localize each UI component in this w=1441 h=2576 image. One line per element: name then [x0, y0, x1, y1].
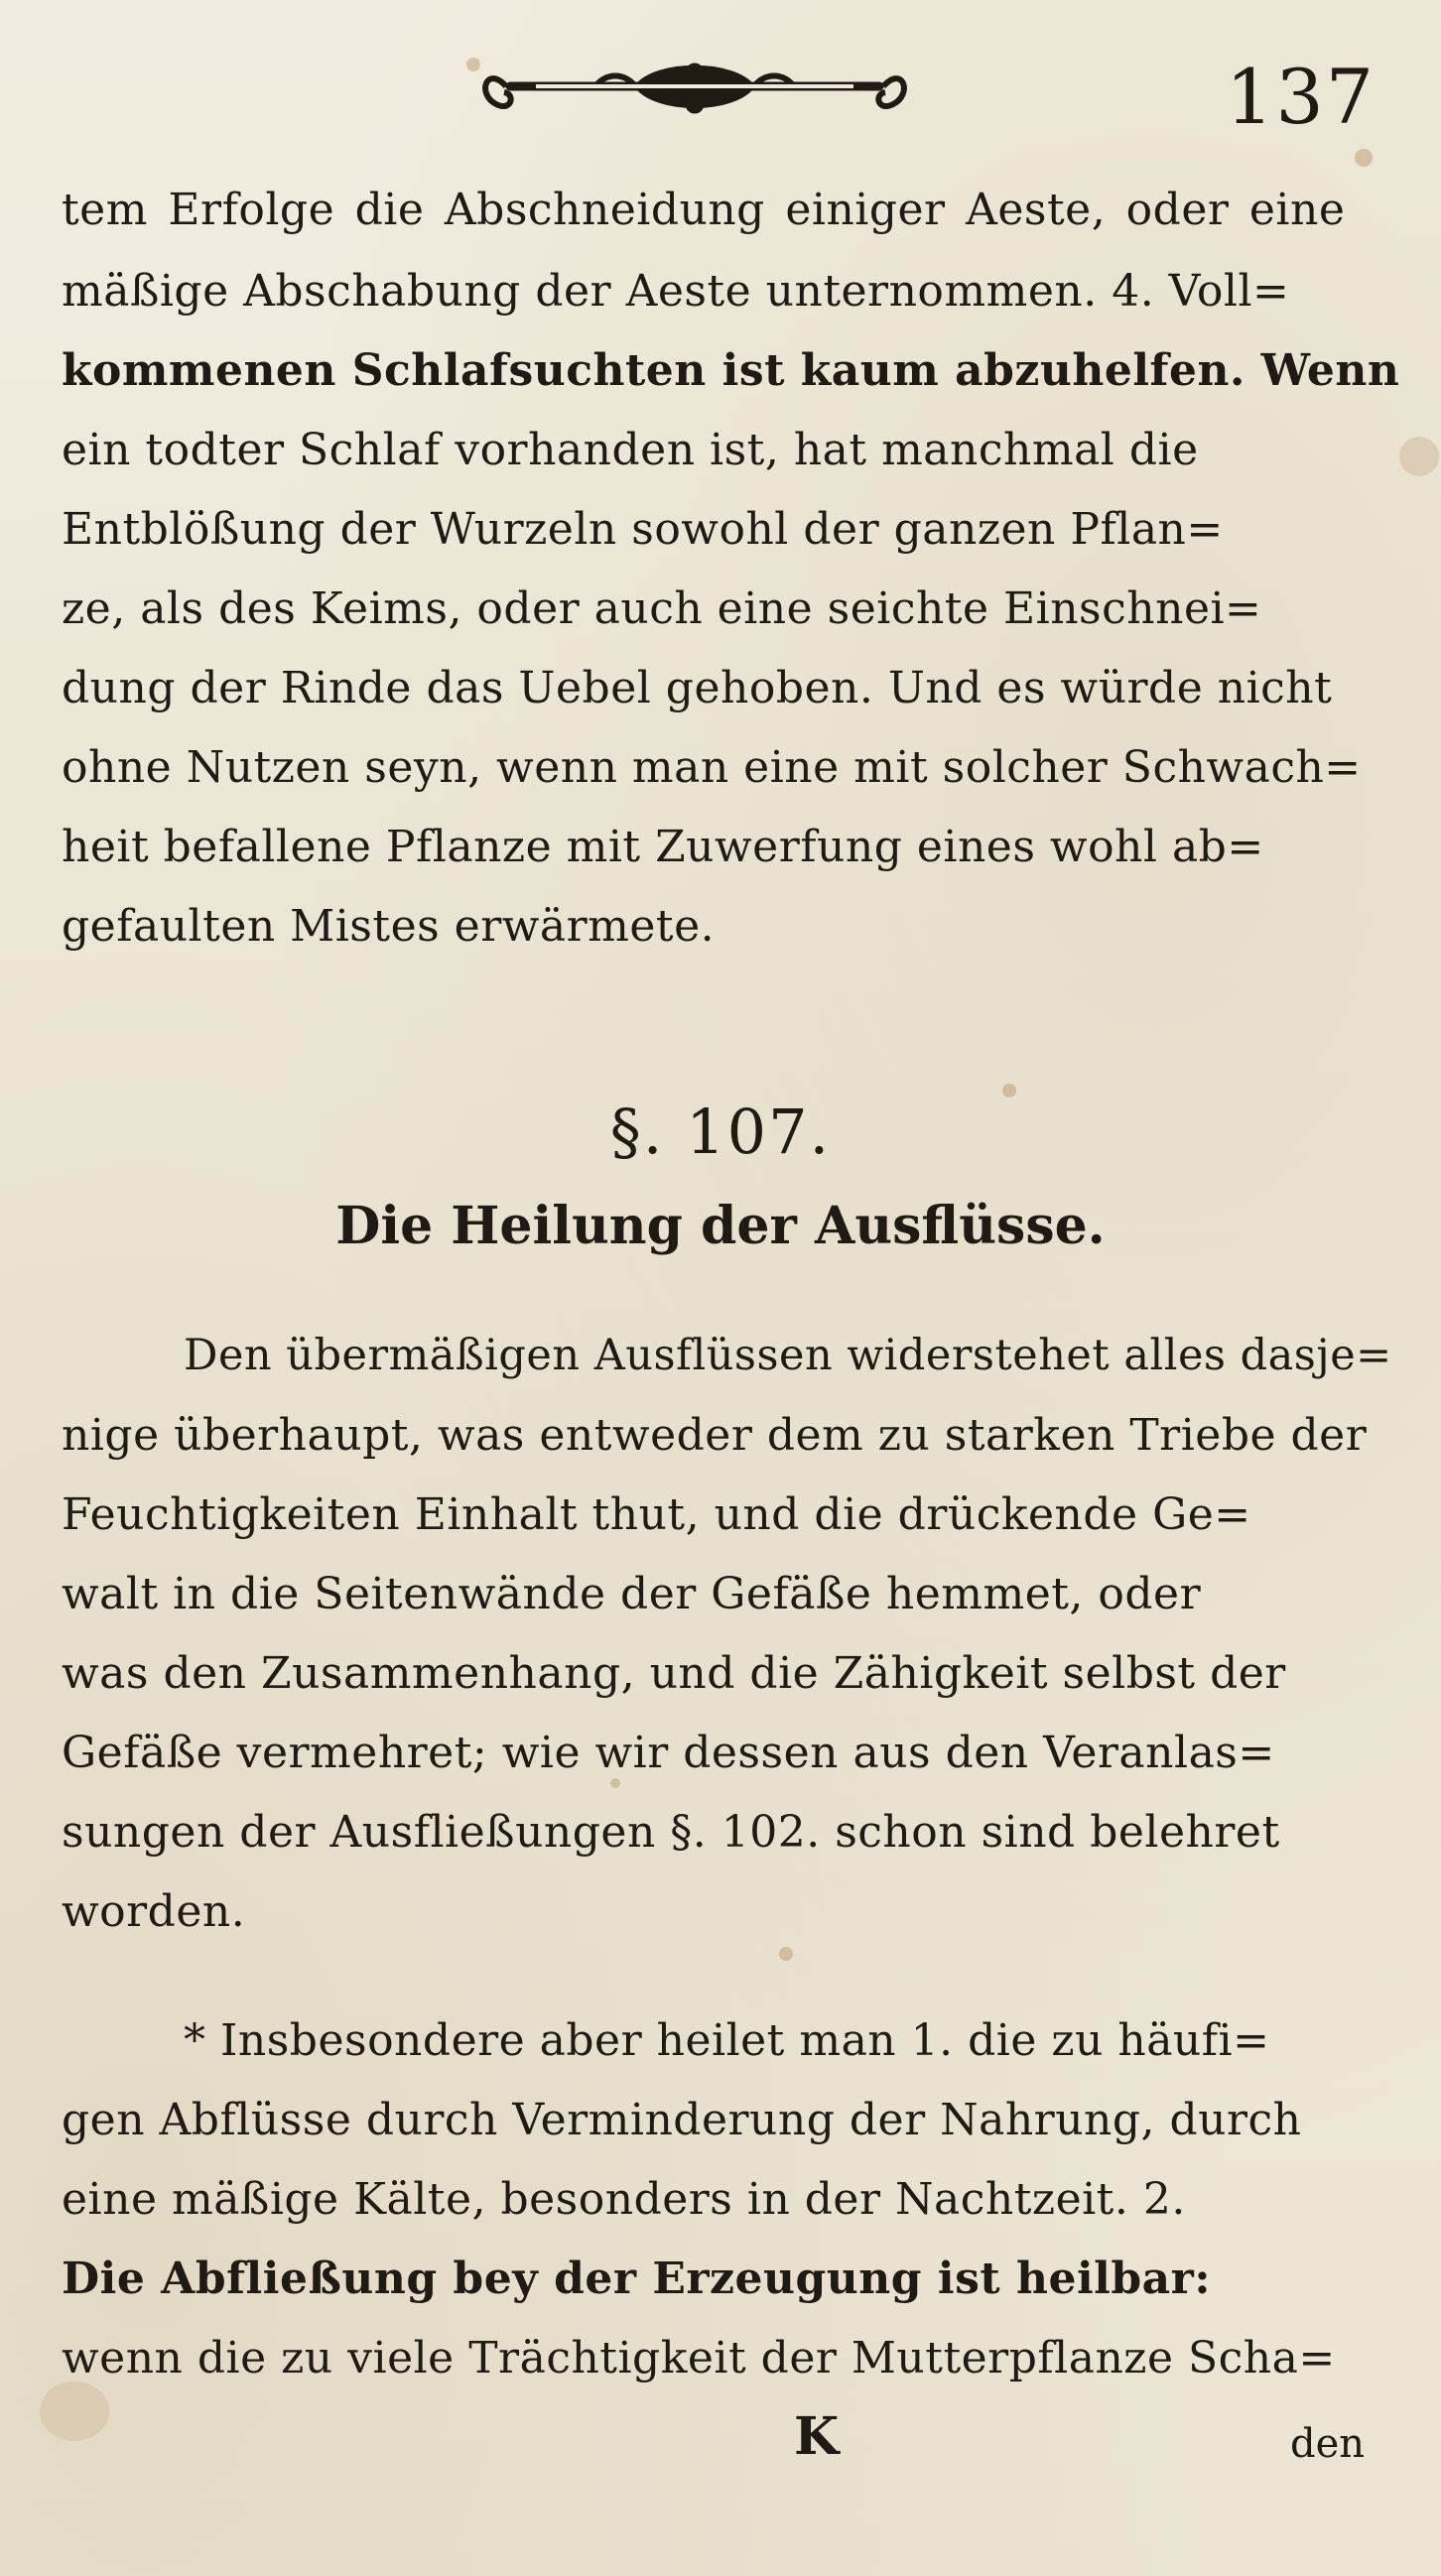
text-line: heit befallene Pflanze mit Zuwerfung eines wohl ab= — [62, 822, 1264, 872]
catchword: den — [1290, 2421, 1366, 2467]
section-number: §. 107. — [609, 1095, 832, 1168]
signature-mark: K — [794, 2406, 840, 2467]
text-line: wenn die zu viele Trächtigkeit der Mutterpflanze Scha= — [62, 2333, 1336, 2383]
text-line: * Insbesondere aber heilet man 1. die zu häufi= — [184, 2015, 1270, 2066]
header-ornament-icon — [476, 55, 913, 129]
text-line: gefaulten Mistes erwärmete. — [62, 901, 716, 952]
text-line: was den Zusammenhang, und die Zähigkeit selbst der — [62, 1648, 1286, 1699]
text-line: Entblößung der Wurzeln sowohl der ganzen Pflan= — [62, 504, 1224, 555]
text-line: Gefäße vermehret; wie wir dessen aus den Veranlas= — [62, 1728, 1275, 1778]
text-line: sungen der Ausfließungen §. 102. schon sind belehret — [62, 1807, 1280, 1858]
text-line: tem Erfolge die Abschneidung einiger Aeste, oder eine — [62, 185, 1346, 235]
text-line: dung der Rinde das Uebel gehoben. Und es würde nicht — [62, 663, 1333, 713]
text-line: ohne Nutzen seyn, wenn man eine mit solcher Schwach= — [62, 742, 1362, 793]
text-line: Den übermäßigen Ausflüssen widerstehet alles dasje= — [184, 1331, 1392, 1380]
text-line: Feuchtigkeiten Einhalt thut, und die drückende Ge= — [62, 1489, 1251, 1540]
text-line: Die Abfließung bey der Erzeugung ist heilbar: — [62, 2254, 1212, 2304]
paper-stain — [1399, 437, 1439, 476]
text-line: eine mäßige Kälte, besonders in der Nachtzeit. 2. — [62, 2174, 1186, 2225]
text-line: ze, als des Keims, oder auch eine seichte Einschnei= — [62, 583, 1262, 634]
text-line: ein todter Schlaf vorhanden ist, hat manchmal die — [62, 425, 1199, 475]
section-heading: Die Heilung der Ausflüsse. — [335, 1196, 1106, 1256]
text-line: mäßige Abschabung der Aeste unternommen. 4. Voll= — [62, 266, 1290, 317]
text-line: worden. — [62, 1886, 246, 1937]
text-line: nige überhaupt, was entweder dem zu starken Triebe der — [62, 1410, 1368, 1461]
paper-stain — [1355, 149, 1373, 167]
paper-stain — [40, 2382, 109, 2441]
text-line: gen Abflüsse durch Verminderung der Nahrung, durch — [62, 2095, 1302, 2145]
paper-stain — [779, 1947, 793, 1961]
paper-stain — [610, 1778, 620, 1788]
paper-stain — [1002, 1084, 1016, 1097]
page-number: 137 — [1226, 53, 1376, 141]
text-line: kommenen Schlafsuchten ist kaum abzuhelfen. Wenn — [62, 345, 1400, 396]
text-line: walt in die Seitenwände der Gefäße hemmet, oder — [62, 1569, 1202, 1619]
